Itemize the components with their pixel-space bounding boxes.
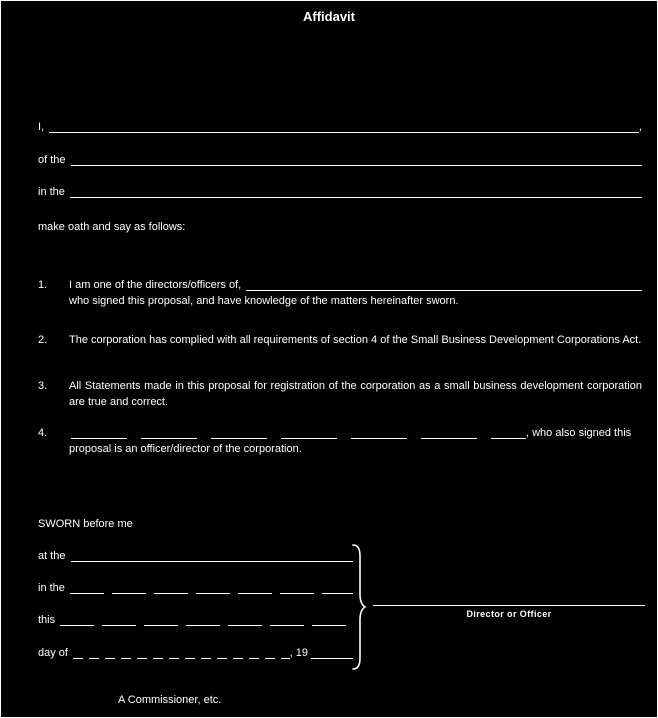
item-number: 1. bbox=[38, 279, 48, 291]
sworn-year-blank bbox=[311, 647, 353, 659]
affidavit-item-1 bbox=[38, 277, 642, 309]
region-blank bbox=[70, 186, 642, 198]
at-the-label: at the bbox=[38, 550, 66, 562]
co-signer-name-blank bbox=[71, 427, 526, 439]
item-text bbox=[69, 277, 642, 309]
jurat-brace-icon bbox=[350, 543, 368, 675]
sworn-day-blank bbox=[60, 614, 353, 626]
item-number: 3. bbox=[38, 380, 48, 392]
day-of-label: day of bbox=[38, 647, 68, 659]
in-the-jurat-label: in the bbox=[38, 582, 65, 594]
of-the-label: of the bbox=[38, 154, 66, 166]
item-text: The corporation has complied with all requirements of section 4 of the Small Business Development Corporations Act. bbox=[69, 334, 642, 346]
trailing-comma: , bbox=[638, 121, 642, 133]
affidavit-item-3 bbox=[38, 378, 642, 410]
sworn-region-row bbox=[38, 582, 353, 595]
sworn-row bbox=[38, 518, 353, 531]
director-signature-line bbox=[373, 589, 645, 606]
deponent-name-row bbox=[38, 121, 642, 134]
in-the-label: in the bbox=[38, 186, 65, 198]
sworn-place-row bbox=[38, 550, 353, 563]
deponent-name-blank bbox=[49, 121, 639, 133]
affidavit-item-2 bbox=[38, 332, 642, 348]
corporation-name-blank bbox=[246, 279, 642, 291]
oath-statement: make oath and say as follows: bbox=[38, 221, 186, 233]
page-title: Affidavit bbox=[303, 9, 355, 24]
item-4-line-2: proposal is an officer/director of the corporation. bbox=[69, 443, 302, 455]
commissioner-label: A Commissioner, etc. bbox=[118, 694, 222, 706]
affidavit-item-4 bbox=[38, 425, 642, 457]
sworn-day-row bbox=[38, 614, 353, 627]
municipality-row bbox=[38, 154, 642, 167]
item-4-line-1: , who also signed this bbox=[526, 427, 632, 439]
sworn-region-blank bbox=[70, 582, 353, 594]
sworn-date-row bbox=[38, 647, 353, 660]
signature-role-label: Director or Officer bbox=[466, 609, 552, 619]
item-1-line-1: I am one of the directors/officers of, bbox=[69, 279, 242, 291]
sworn-before-me-label: SWORN before me bbox=[38, 518, 133, 530]
region-row bbox=[38, 186, 642, 199]
signature-block bbox=[373, 589, 645, 621]
item-text bbox=[69, 425, 642, 457]
sworn-month-blank bbox=[73, 647, 290, 659]
item-1-line-2: who signed this proposal, and have knowledge of the matters hereinafter sworn. bbox=[69, 295, 459, 307]
municipality-blank bbox=[71, 154, 642, 166]
year-prefix-label: , 19 bbox=[289, 647, 308, 659]
item-number: 2. bbox=[38, 334, 48, 346]
this-label: this bbox=[38, 614, 56, 626]
i-label: I, bbox=[38, 121, 45, 133]
item-number: 4. bbox=[38, 427, 48, 439]
oath-row bbox=[38, 221, 642, 234]
item-text: All Statements made in this proposal for registration of the corporation as a small business development corporation are true and correct. bbox=[69, 380, 642, 408]
sworn-place-blank bbox=[71, 550, 353, 562]
